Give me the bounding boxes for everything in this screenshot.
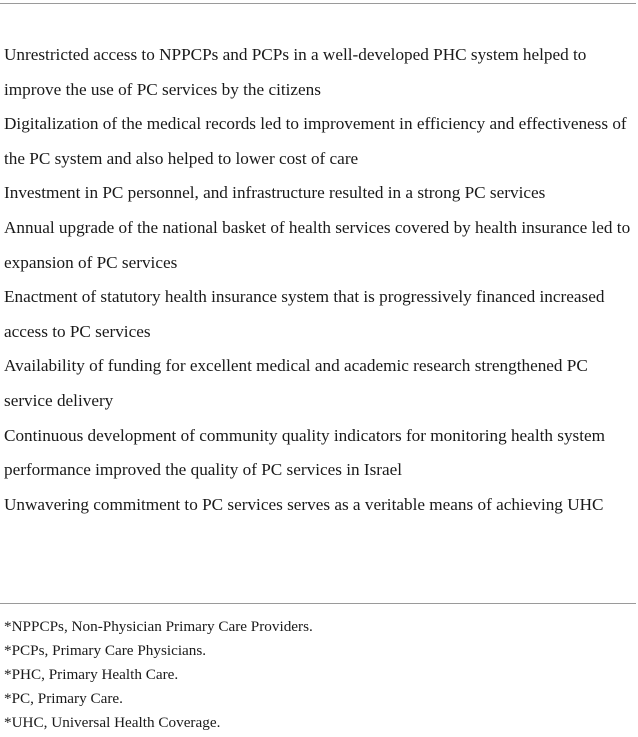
- footnote-item: *PHC, Primary Health Care.: [4, 666, 179, 683]
- finding-item: Availability of funding for excellent medical and academic research strengthened PC service delivery: [4, 356, 588, 410]
- footnote-item: *NPPCPs, Non-Physician Primary Care Providers.: [4, 618, 313, 635]
- table-top-rule: [0, 3, 636, 4]
- footnote-item: *PC, Primary Care.: [4, 690, 123, 707]
- finding-item: Digitalization of the medical records led to improvement in efficiency and effectiveness of the PC system and also helped to lower cost of care: [4, 114, 627, 168]
- finding-item: Continuous development of community quality indicators for monitoring health system performance improved the quality of PC services in Israel: [4, 425, 606, 480]
- footnote-item: *UHC, Universal Health Coverage.: [4, 714, 221, 731]
- finding-item: Annual upgrade of the national basket of health services covered by health insurance led to expansion of PC services: [4, 217, 631, 272]
- footnote-item: *PCPs, Primary Care Physicians.: [4, 642, 207, 659]
- finding-item: Investment in PC personnel, and infrastructure resulted in a strong PC services: [4, 183, 546, 203]
- finding-item: Unwavering commitment to PC services serves as a veritable means of achieving UHC: [4, 494, 604, 514]
- table-bottom-rule: [0, 603, 636, 604]
- findings-list: [4, 38, 634, 522]
- footnotes-list: [4, 615, 634, 735]
- finding-item: Enactment of statutory health insurance system that is progressively financed increased access to PC services: [4, 287, 605, 341]
- finding-item: Unrestricted access to NPPCPs and PCPs in a well-developed PHC system helped to improve the use of PC services by the citizens: [4, 45, 587, 99]
